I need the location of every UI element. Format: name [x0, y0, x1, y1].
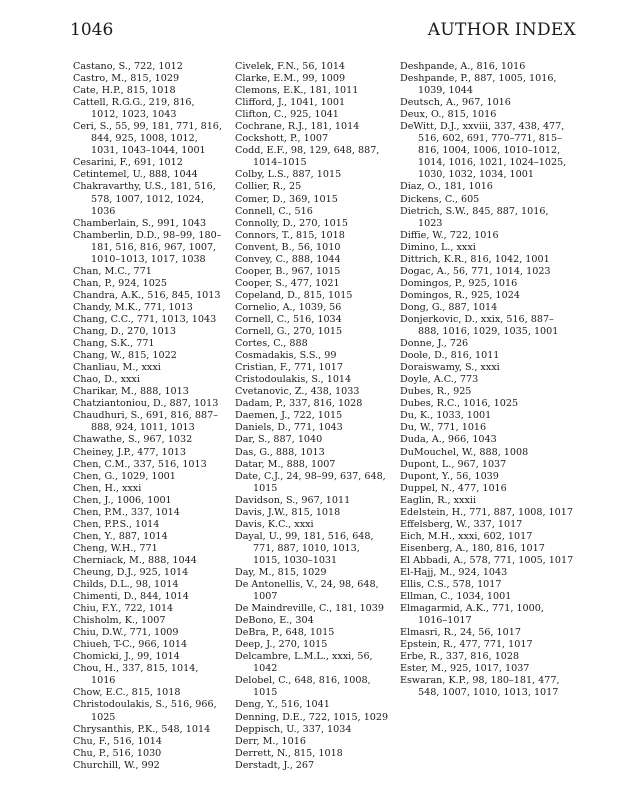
index-entry: Connors, T., 815, 1018	[235, 229, 345, 241]
index-entry: Comer, D., 369, 1015	[235, 193, 338, 205]
index-entry: El-Hajj, M., 924, 1043	[400, 566, 508, 578]
index-entry: Cheng, W.H., 771	[73, 542, 158, 554]
index-entry: Chou, H., 337, 815, 1014, 1016	[73, 663, 199, 687]
index-entry: Dong, G., 887, 1014	[400, 301, 498, 313]
index-entry: Donjerkovic, D., xxix, 516, 887–888, 1016, 1029, 1035, 1001	[400, 313, 559, 338]
index-entry: Cochrane, R.J., 181, 1014	[235, 121, 360, 133]
index-entry: Delcambre, L.M.L., xxxi, 56, 1042	[235, 651, 373, 675]
index-entry: Cheiney, J.P., 477, 1013	[73, 446, 187, 458]
index-entry: Clifton, C., 925, 1041	[235, 109, 339, 121]
index-entry: Duppel, N., 477, 1016	[400, 482, 507, 494]
index-entry: Eaglin, R., xxxii	[400, 494, 477, 506]
index-entry: Deutsch, A., 967, 1016	[400, 97, 511, 109]
index-entry: Chen, H., xxxi	[73, 482, 142, 494]
index-entry: Domingos, P., 925, 1016	[400, 277, 518, 289]
index-entry: Chandra, A.K., 516, 845, 1013	[73, 289, 221, 301]
index-entry: Elmagarmid, A.K., 771, 1000, 1016–1017	[400, 603, 544, 627]
index-entry: Diaz, O., 181, 1016	[400, 181, 493, 193]
index-entry: Duda, A., 966, 1043	[400, 434, 497, 446]
index-entry: Derrett, N., 815, 1018	[235, 747, 343, 759]
index-entry: Davis, J.W., 815, 1018	[235, 506, 341, 518]
index-entry: Dogac, A., 56, 771, 1014, 1023	[400, 265, 551, 277]
index-entry: Dayal, U., 99, 181, 516, 648, 771, 887, 1010, 1013, 1015, 1030–1031	[235, 530, 374, 566]
index-entry: Cate, H.P., 815, 1018	[73, 85, 176, 97]
index-column-1	[73, 61, 223, 772]
index-entry: DeBra, P., 648, 1015	[235, 627, 335, 639]
index-entry: Clarke, E.M., 99, 1009	[235, 73, 346, 85]
index-entry: DuMouchel, W., 888, 1008	[400, 446, 529, 458]
index-entry: Dar, S., 887, 1040	[235, 434, 323, 446]
index-entry: Castano, S., 722, 1012	[73, 61, 183, 72]
index-entry: El Abbadi, A., 578, 771, 1005, 1017	[400, 554, 574, 566]
index-entry: Donne, J., 726	[400, 338, 469, 350]
index-entry: Deppisch, U., 337, 1034	[235, 723, 352, 735]
index-entry: Erbe, R., 337, 816, 1028	[400, 651, 520, 663]
index-entry: Epstein, R., 477, 771, 1017	[400, 639, 533, 651]
index-entry: Chanliau, M., xxxi	[73, 362, 161, 374]
index-entry: Cooper, S., 477, 1021	[235, 277, 340, 289]
index-entry: Chrysanthis, P.K., 548, 1014	[73, 723, 211, 735]
index-entry: Chen, G., 1029, 1001	[73, 470, 176, 482]
index-entry: Cornell, G., 270, 1015	[235, 326, 343, 338]
page-number: 1046	[70, 20, 114, 40]
index-entry: Castro, M., 815, 1029	[73, 73, 180, 85]
index-entry: Cockshott, P., 1007	[235, 133, 329, 145]
index-entry: Dupont, Y., 56, 1039	[400, 470, 499, 482]
index-entry: Cristodoulakis, S., 1014	[235, 374, 352, 386]
index-entry: Denning, D.E., 722, 1015, 1029	[235, 711, 389, 723]
index-entry: Cortes, C., 888	[235, 338, 308, 350]
index-entry: Chandy, M.K., 771, 1013	[73, 301, 193, 313]
index-entry: Connolly, D., 270, 1015	[235, 217, 348, 229]
index-entry: Du, W., 771, 1016	[400, 422, 487, 434]
index-entry: Chiu, F.Y., 722, 1014	[73, 603, 174, 615]
index-entry: Domingos, R., 925, 1024	[400, 289, 520, 301]
index-entry: Cesarini, F., 691, 1012	[73, 157, 183, 169]
index-entry: Chamberlain, S., 991, 1043	[73, 217, 207, 229]
index-entry: Colby, L.S., 887, 1015	[235, 169, 342, 181]
page-header	[70, 20, 576, 46]
index-entry: Derstadt, J., 267	[235, 759, 315, 771]
index-entry: Dupont, L., 967, 1037	[400, 458, 507, 470]
index-entry: Cooper, B., 967, 1015	[235, 265, 341, 277]
index-entry: Chen, Y., 887, 1014	[73, 530, 168, 542]
index-entry: Convey, C., 888, 1044	[235, 253, 341, 265]
index-entry: Ceri, S., 55, 99, 181, 771, 816, 844, 925, 1008, 1012, 1031, 1043–1044, 1001	[73, 121, 222, 157]
index-entry: Doole, D., 816, 1011	[400, 350, 500, 362]
index-entry: Das, G., 888, 1013	[235, 446, 325, 458]
index-entry: Ester, M., 925, 1017, 1037	[400, 663, 530, 675]
index-entry: Chen, C.M., 337, 516, 1013	[73, 458, 207, 470]
index-entry: Deshpande, P., 887, 1005, 1016, 1039, 1044	[400, 73, 557, 97]
index-entry: Chen, J., 1006, 1001	[73, 494, 172, 506]
index-entry: Date, C.J., 24, 98–99, 637, 648, 1015	[235, 470, 386, 494]
index-entry: Chan, M.C., 771	[73, 265, 152, 277]
index-entry: Chimenti, D., 844, 1014	[73, 591, 189, 603]
index-entry: Chow, E.C., 815, 1018	[73, 687, 181, 699]
index-entry: Deux, O., 815, 1016	[400, 109, 497, 121]
index-entry: Cosmadakis, S.S., 99	[235, 350, 337, 362]
index-entry: Derr, M., 1016	[235, 735, 306, 747]
index-entry: Chu, F., 516, 1014	[73, 735, 162, 747]
index-entry: Delobel, C., 648, 816, 1008, 1015	[235, 675, 371, 699]
index-entry: Chawathe, S., 967, 1032	[73, 434, 193, 446]
index-entry: Connell, C., 516	[235, 205, 313, 217]
index-entry: Deshpande, A., 816, 1016	[400, 61, 526, 72]
index-entry: Cornelio, A., 1039, 56	[235, 301, 342, 313]
index-entry: De Antonellis, V., 24, 98, 648, 1007	[235, 579, 379, 603]
index-entry: Diffie, W., 722, 1016	[400, 229, 499, 241]
index-entry: Convent, B., 56, 1010	[235, 241, 341, 253]
index-entry: Cvetanovic, Z., 438, 1033	[235, 386, 360, 398]
index-entry: Day, M., 815, 1029	[235, 566, 327, 578]
index-entry: Chu, P., 516, 1030	[73, 747, 162, 759]
index-entry: Ellman, C., 1034, 1001	[400, 591, 512, 603]
index-entry: Chiu, D.W., 771, 1009	[73, 627, 179, 639]
index-entry: Datar, M., 888, 1007	[235, 458, 336, 470]
index-entry: Dubes, R.C., 1016, 1025	[400, 398, 519, 410]
index-entry: Du, K., 1033, 1001	[400, 410, 492, 422]
index-entry: Daniels, D., 771, 1043	[235, 422, 343, 434]
index-entry: Chang, W., 815, 1022	[73, 350, 177, 362]
index-entry: Dietrich, S.W., 845, 887, 1016, 1023	[400, 205, 549, 229]
index-entry: Chen, P.P.S., 1014	[73, 518, 160, 530]
index-entry: Churchill, W., 992	[73, 759, 160, 771]
index-entry: Chaudhuri, S., 691, 816, 887–888, 924, 1011, 1013	[73, 410, 218, 434]
index-entry: Clifford, J., 1041, 1001	[235, 97, 346, 109]
index-entry: Davis, K.C., xxxi	[235, 518, 314, 530]
index-entry: DeBono, E., 304	[235, 615, 314, 627]
index-entry: Charikar, M., 888, 1013	[73, 386, 189, 398]
index-entry: Eswaran, K.P., 98, 180–181, 477, 548, 1007, 1010, 1013, 1017	[400, 675, 560, 699]
index-entry: Cattell, R.G.G., 219, 816, 1012, 1023, 1043	[73, 97, 195, 121]
index-entry: Dubes, R., 925	[400, 386, 472, 398]
index-entry: Cornell, C., 516, 1034	[235, 313, 342, 325]
index-entry: Eisenberg, A., 180, 816, 1017	[400, 542, 545, 554]
index-entry: Ellis, C.S., 578, 1017	[400, 579, 502, 591]
index-entry: Chisholm, K., 1007	[73, 615, 166, 627]
index-entry: Chang, S.K., 771	[73, 338, 155, 350]
index-entry: Cheung, D.J., 925, 1014	[73, 566, 189, 578]
index-entry: Civelek, F.N., 56, 1014	[235, 61, 346, 72]
index-entry: Copeland, D., 815, 1015	[235, 289, 353, 301]
index-entry: Chamberlin, D.D., 98–99, 180–181, 516, 816, 967, 1007, 1010–1013, 1017, 1038	[73, 229, 222, 265]
index-entry: Chang, C.C., 771, 1013, 1043	[73, 313, 217, 325]
index-entry: Codd, E.F., 98, 129, 648, 887, 1014–1015	[235, 145, 380, 169]
index-entry: Cetintemel, U., 888, 1044	[73, 169, 198, 181]
index-entry: Cherniack, M., 888, 1044	[73, 554, 197, 566]
index-entry: Davidson, S., 967, 1011	[235, 494, 351, 506]
running-title: AUTHOR INDEX	[427, 20, 576, 40]
index-entry: Chao, D., xxxi	[73, 374, 140, 386]
index-entry: Chen, P.M., 337, 1014	[73, 506, 180, 518]
index-entry: Chan, P., 924, 1025	[73, 277, 168, 289]
index-entry: Chakravarthy, U.S., 181, 516, 578, 1007, 1012, 1024, 1036	[73, 181, 216, 217]
index-entry: Eich, M.H., xxxi, 602, 1017	[400, 530, 533, 542]
index-column-3	[400, 61, 575, 699]
index-entry: Daemen, J., 722, 1015	[235, 410, 343, 422]
index-entry: Chang, D., 270, 1013	[73, 326, 176, 338]
index-entry: De Maindreville, C., 181, 1039	[235, 603, 384, 615]
index-entry: Doyle, A.C., 773	[400, 374, 479, 386]
index-column-2	[235, 61, 390, 772]
index-entry: Cristian, F., 771, 1017	[235, 362, 343, 374]
index-entry: DeWitt, D.J., xxviii, 337, 438, 477, 516, 602, 691, 770–771, 815–816, 1004, 1006, 1010–1012, 1014, 1016, 1021, 1024–1025, 1030, 1032, 1034, 1001	[400, 121, 567, 181]
index-entry: Dickens, C., 605	[400, 193, 480, 205]
index-entry: Deep, J., 270, 1015	[235, 639, 328, 651]
index-entry: Childs, D.L., 98, 1014	[73, 579, 179, 591]
index-entry: Clemons, E.K., 181, 1011	[235, 85, 359, 97]
index-entry: Collier, R., 25	[235, 181, 302, 193]
index-entry: Dittrich, K.R., 816, 1042, 1001	[400, 253, 550, 265]
index-entry: Dadam, P., 337, 816, 1028	[235, 398, 363, 410]
index-entry: Chatziantoniou, D., 887, 1013	[73, 398, 219, 410]
index-entry: Christodoulakis, S., 516, 966, 1025	[73, 699, 217, 723]
index-entry: Chiueh, T-C., 966, 1014	[73, 639, 188, 651]
index-entry: Chomicki, J., 99, 1014	[73, 651, 180, 663]
index-entry: Deng, Y., 516, 1041	[235, 699, 330, 711]
index-entry: Dimino, L., xxxi	[400, 241, 476, 253]
index-entry: Doraiswamy, S., xxxi	[400, 362, 500, 374]
index-entry: Effelsberg, W., 337, 1017	[400, 518, 523, 530]
index-entry: Edelstein, H., 771, 887, 1008, 1017	[400, 506, 573, 518]
index-entry: Elmasri, R., 24, 56, 1017	[400, 627, 521, 639]
